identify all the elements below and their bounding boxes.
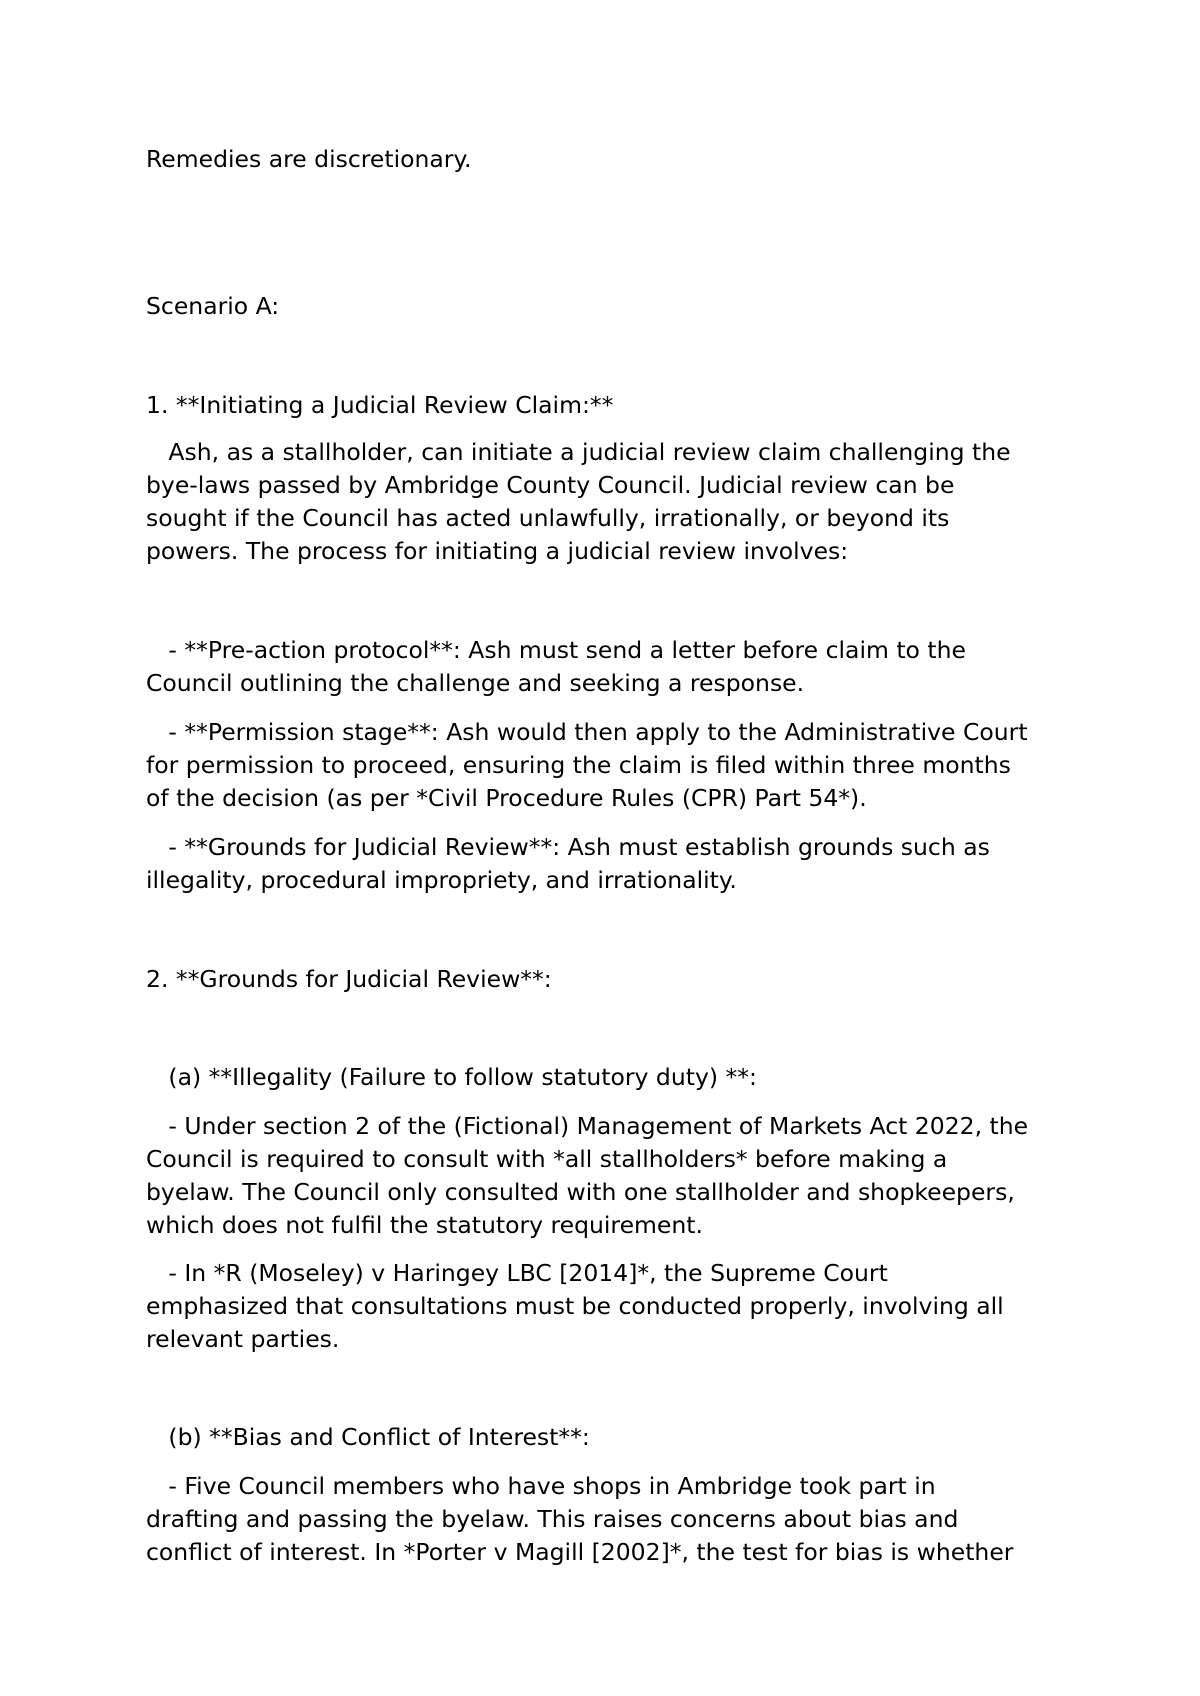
bullet-line: - **Pre-action protocol**: Ash must send a letter before claim to the (146, 636, 966, 664)
text-line: illegality, procedural impropriety, and irrationality. (146, 866, 737, 894)
text-line: which does not fulfil the statutory requirement. (146, 1211, 703, 1239)
numbered-heading: 1. **Initiating a Judicial Review Claim:** (146, 391, 614, 419)
text-line: sought if the Council has acted unlawfully, irrationally, or beyond its (146, 504, 950, 532)
bullet-line: - **Grounds for Judicial Review**: Ash must establish grounds such as (146, 833, 990, 861)
text-line: of the decision (as per *Civil Procedure Rules (CPR) Part 54*). (146, 784, 867, 812)
bullet-line: - In *R (Moseley) v Haringey LBC [2014]*, the Supreme Court (146, 1259, 888, 1287)
text-line: Remedies are discretionary. (146, 145, 472, 173)
text-line: Council outlining the challenge and seeking a response. (146, 669, 805, 697)
text-line: drafting and passing the byelaw. This raises concerns about bias and (146, 1505, 959, 1533)
bullet-line: - **Permission stage**: Ash would then apply to the Administrative Court (146, 718, 1028, 746)
subheading: (a) **Illegality (Failure to follow statutory duty) **: (146, 1063, 757, 1091)
text-line: relevant parties. (146, 1325, 340, 1353)
text-line: powers. The process for initiating a judicial review involves: (146, 537, 849, 565)
text-line: Council is required to consult with *all stallholders* before making a (146, 1145, 948, 1173)
text-line: bye-laws passed by Ambridge County Council. Judicial review can be (146, 471, 955, 499)
text-line: Ash, as a stallholder, can initiate a judicial review claim challenging the (146, 438, 1011, 466)
bullet-line: - Five Council members who have shops in Ambridge took part in (146, 1472, 936, 1500)
section-heading: Scenario A: (146, 292, 280, 320)
numbered-heading: 2. **Grounds for Judicial Review**: (146, 965, 552, 993)
text-line: emphasized that consultations must be conducted properly, involving all (146, 1292, 1004, 1320)
bullet-line: - Under section 2 of the (Fictional) Management of Markets Act 2022, the (146, 1112, 1029, 1140)
text-line: for permission to proceed, ensuring the claim is filed within three months (146, 751, 1011, 779)
text-line: conflict of interest. In *Porter v Magill [2002]*, the test for bias is whether (146, 1538, 1014, 1566)
text-line: byelaw. The Council only consulted with one stallholder and shopkeepers, (146, 1178, 1015, 1206)
subheading: (b) **Bias and Conflict of Interest**: (146, 1423, 590, 1451)
